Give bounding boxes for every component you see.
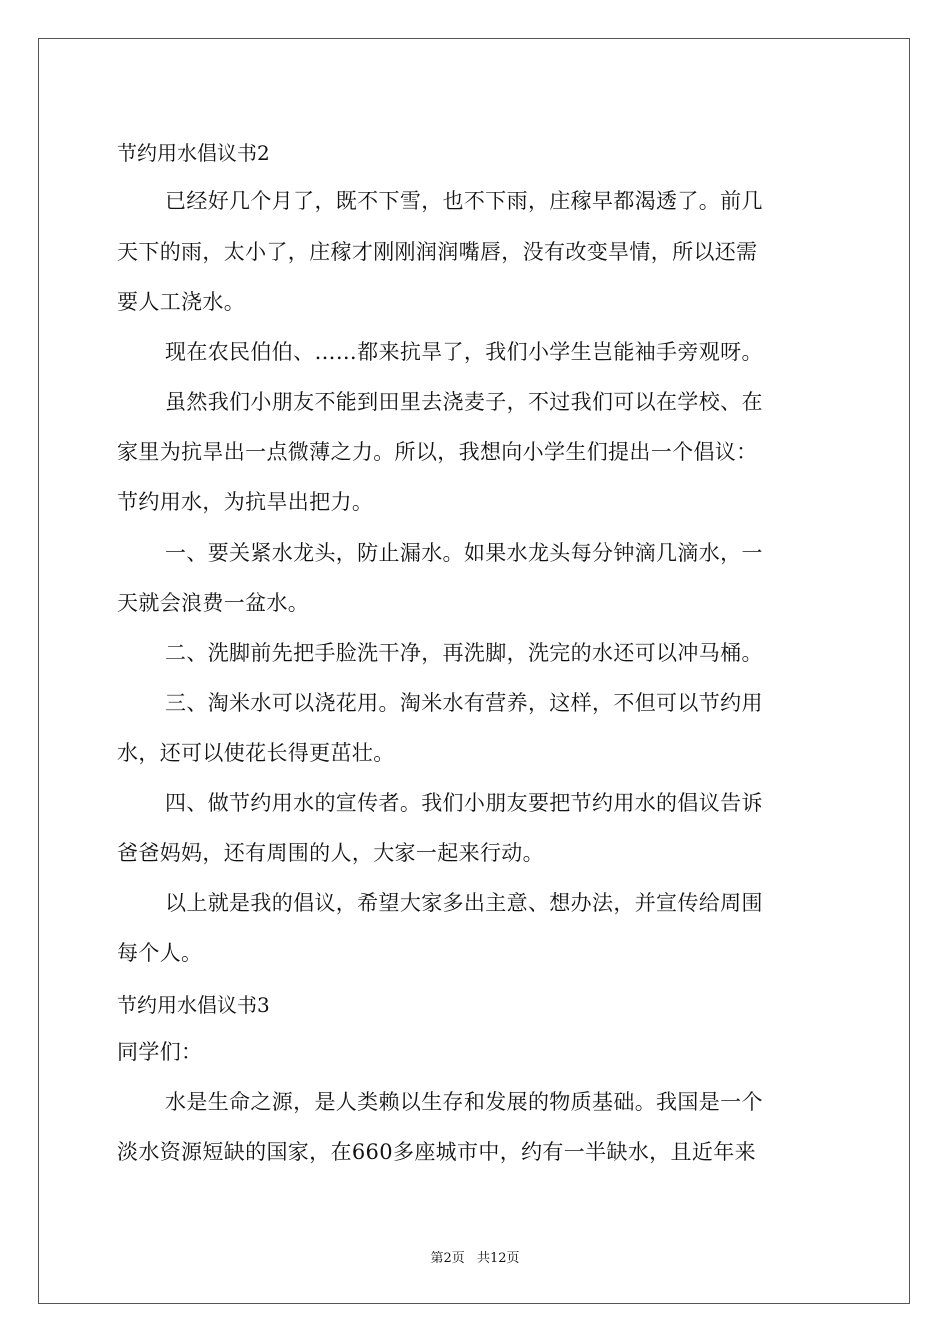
paragraph-line: 节约用水，为抗旱出把力。 [117,490,374,514]
paragraph-line: 天下的雨，太小了，庄稼才刚刚润润嘴唇，没有改变旱情，所以还需 [117,240,758,264]
section-heading-2: 节约用水倡议书2 [117,141,270,165]
salutation: 同学们： [117,1040,203,1064]
paragraph-line: 要人工浇水。 [117,290,246,314]
paragraph-line: 水，还可以使花长得更茁壮。 [117,741,395,765]
paragraph-line: 水是生命之源，是人类赖以生存和发展的物质基础。我国是一个 [165,1090,763,1114]
paragraph-line: 一、要关紧水龙头，防止漏水。如果水龙头每分钟滴几滴水，一 [165,541,763,565]
paragraph-line: 爸爸妈妈，还有周围的人，大家一起来行动。 [117,841,544,865]
page-total: 共12页 [476,1251,520,1266]
paragraph-line: 天就会浪费一盆水。 [117,591,310,615]
paragraph-line: 三、淘米水可以浇花用。淘米水有营养，这样，不但可以节约用 [165,691,763,715]
section-heading-3: 节约用水倡议书3 [117,993,270,1017]
paragraph-line: 已经好几个月了，既不下雪，也不下雨，庄稼早都渴透了。前几 [165,189,763,213]
paragraph-line: 虽然我们小朋友不能到田里去浇麦子，不过我们可以在学校、在 [165,390,763,414]
paragraph-line: 二、洗脚前先把手脸洗干净，再洗脚，洗完的水还可以冲马桶。 [165,641,763,665]
paragraph-line: 家里为抗旱出一点微薄之力。所以，我想向小学生们提出一个倡议： [117,440,758,464]
page-footer [0,1247,950,1266]
paragraph-line: 四、做节约用水的宣传者。我们小朋友要把节约用水的倡议告诉 [165,791,763,815]
page-number: 第2页 [430,1251,465,1266]
paragraph-line: 淡水资源短缺的国家，在660多座城市中，约有一半缺水，且近年来 [117,1140,756,1164]
paragraph-line: 现在农民伯伯、……都来抗旱了，我们小学生岂能袖手旁观呀。 [165,340,763,364]
paragraph-line: 以上就是我的倡议，希望大家多出主意、想办法，并宣传给周围 [165,891,763,915]
paragraph-line: 每个人。 [117,941,203,965]
